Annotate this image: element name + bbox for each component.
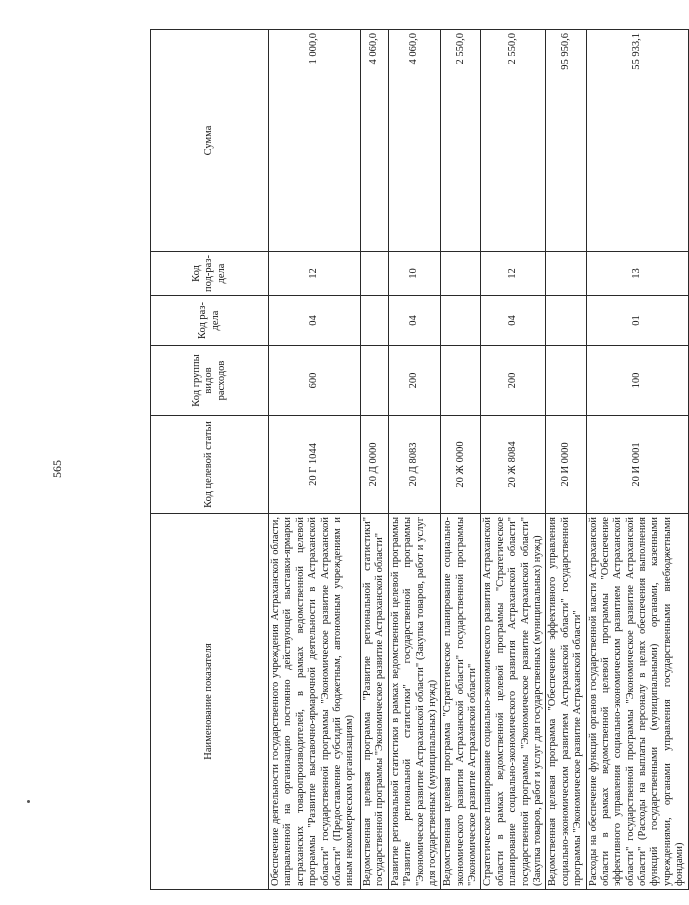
table-row [361,30,389,890]
row-target-code: 20 Ж 8084 [481,416,546,514]
row-section: 04 [269,296,361,346]
table-row [388,30,441,890]
row-target-code: 20 Д 0000 [361,416,389,514]
row-expense-group: 200 [388,346,441,416]
row-section [546,296,586,346]
row-expense-group [361,346,389,416]
row-target-code: 20 Д 8083 [388,416,441,514]
row-expense-group: 100 [586,346,688,416]
row-amount: 55 933,1 [586,30,688,252]
row-amount: 4 060,0 [361,30,389,252]
table-row [441,30,481,890]
header-section: Код раз-дела [151,296,269,346]
page-number: 565 [50,460,64,478]
row-name: Ведомственная целевая программа "Обеспечение эффективного управления социально-экономическим развитием Астраханской области" государственной программы "Экономическое развитие Астраханской области" [546,514,586,890]
row-amount: 2 550,0 [441,30,481,252]
row-target-code: 20 И 0001 [586,416,688,514]
row-name: Развитие региональной статистики в рамках ведомственной целевой программы "Развитие региональной статистики" государственной программы "Экономическое развитие Астраханской области" (Закупка товаров, работ и услуг для государственных (муниципальных) нужд) [388,514,441,890]
rotated-table-container [150,30,686,890]
row-amount: 2 550,0 [481,30,546,252]
row-target-code: 20 И 0000 [546,416,586,514]
table-row [481,30,546,890]
row-section: 04 [481,296,546,346]
header-amount: Сумма [151,30,269,252]
row-subsection: 12 [269,252,361,296]
row-subsection [546,252,586,296]
row-section [361,296,389,346]
row-name: Обеспечение деятельности государственного учреждения Астраханской области, направленной на организацию постоянно действующей выставки-ярмарки астраханских товаропроизводителей, в рамках ведомственной целевой программы "Развитие выставочно-ярмарочной деятельности в Астраханской области" государственной программы "Экономическое развитие Астраханской области" (Предоставление субсидий бюджетным, автономным учреждениям и иным некоммерческим организациям) [269,514,361,890]
header-target-code: Код целевой статьи [151,416,269,514]
row-section: 01 [586,296,688,346]
row-amount: 1 000,0 [269,30,361,252]
table-row [546,30,586,890]
scan-speck [27,800,30,803]
row-subsection: 12 [481,252,546,296]
header-row [151,30,269,890]
row-target-code: 20 Ж 0000 [441,416,481,514]
row-subsection: 13 [586,252,688,296]
row-subsection: 10 [388,252,441,296]
row-subsection [361,252,389,296]
row-subsection [441,252,481,296]
row-expense-group: 200 [481,346,546,416]
header-expense-group: Код группы видов расходов [151,346,269,416]
row-section [441,296,481,346]
row-target-code: 20 Г 1044 [269,416,361,514]
row-name: Ведомственная целевая программа "Развитие региональной статистики" государственной программы "Экономическое развитие Астраханской области" [361,514,389,890]
row-name: Ведомственная целевая программа "Стратегическое планирование социально-экономического развития Астраханской области" государственной программы "Экономическое развитие Астраханской области" [441,514,481,890]
budget-table [150,29,689,890]
row-amount: 95 950,6 [546,30,586,252]
row-section: 04 [388,296,441,346]
row-name: Стратегическое планирование социально-экономического развития Астраханской области в рамках ведомственной целевой программы "Стратегическое планирование социально-экономического развития Астраханской области" государственной программы "Экономическое развитие Астраханской области" (Закупка товаров, работ и услуг для государственных (муниципальных) нужд) [481,514,546,890]
row-expense-group [441,346,481,416]
row-name: Расходы на обеспечение функций органов государственной власти Астраханской области в рамках ведомственной целевой программы "Обеспечение эффективного управления социально-экономическим развитием Астраханской области" государственной программы "Экономическое развитие Астраханской области" (Расходы на выплаты персоналу в целях обеспечения выполнения функций государственными (муниципальными) органами, казенными учреждениями, органами управления государственными внебюджетными фондами) [586,514,688,890]
table-row [269,30,361,890]
table-row [586,30,688,890]
header-name: Наименование показателя [151,514,269,890]
header-subsection: Код под-раз-дела [151,252,269,296]
row-expense-group [546,346,586,416]
row-expense-group: 600 [269,346,361,416]
row-amount: 4 060,0 [388,30,441,252]
